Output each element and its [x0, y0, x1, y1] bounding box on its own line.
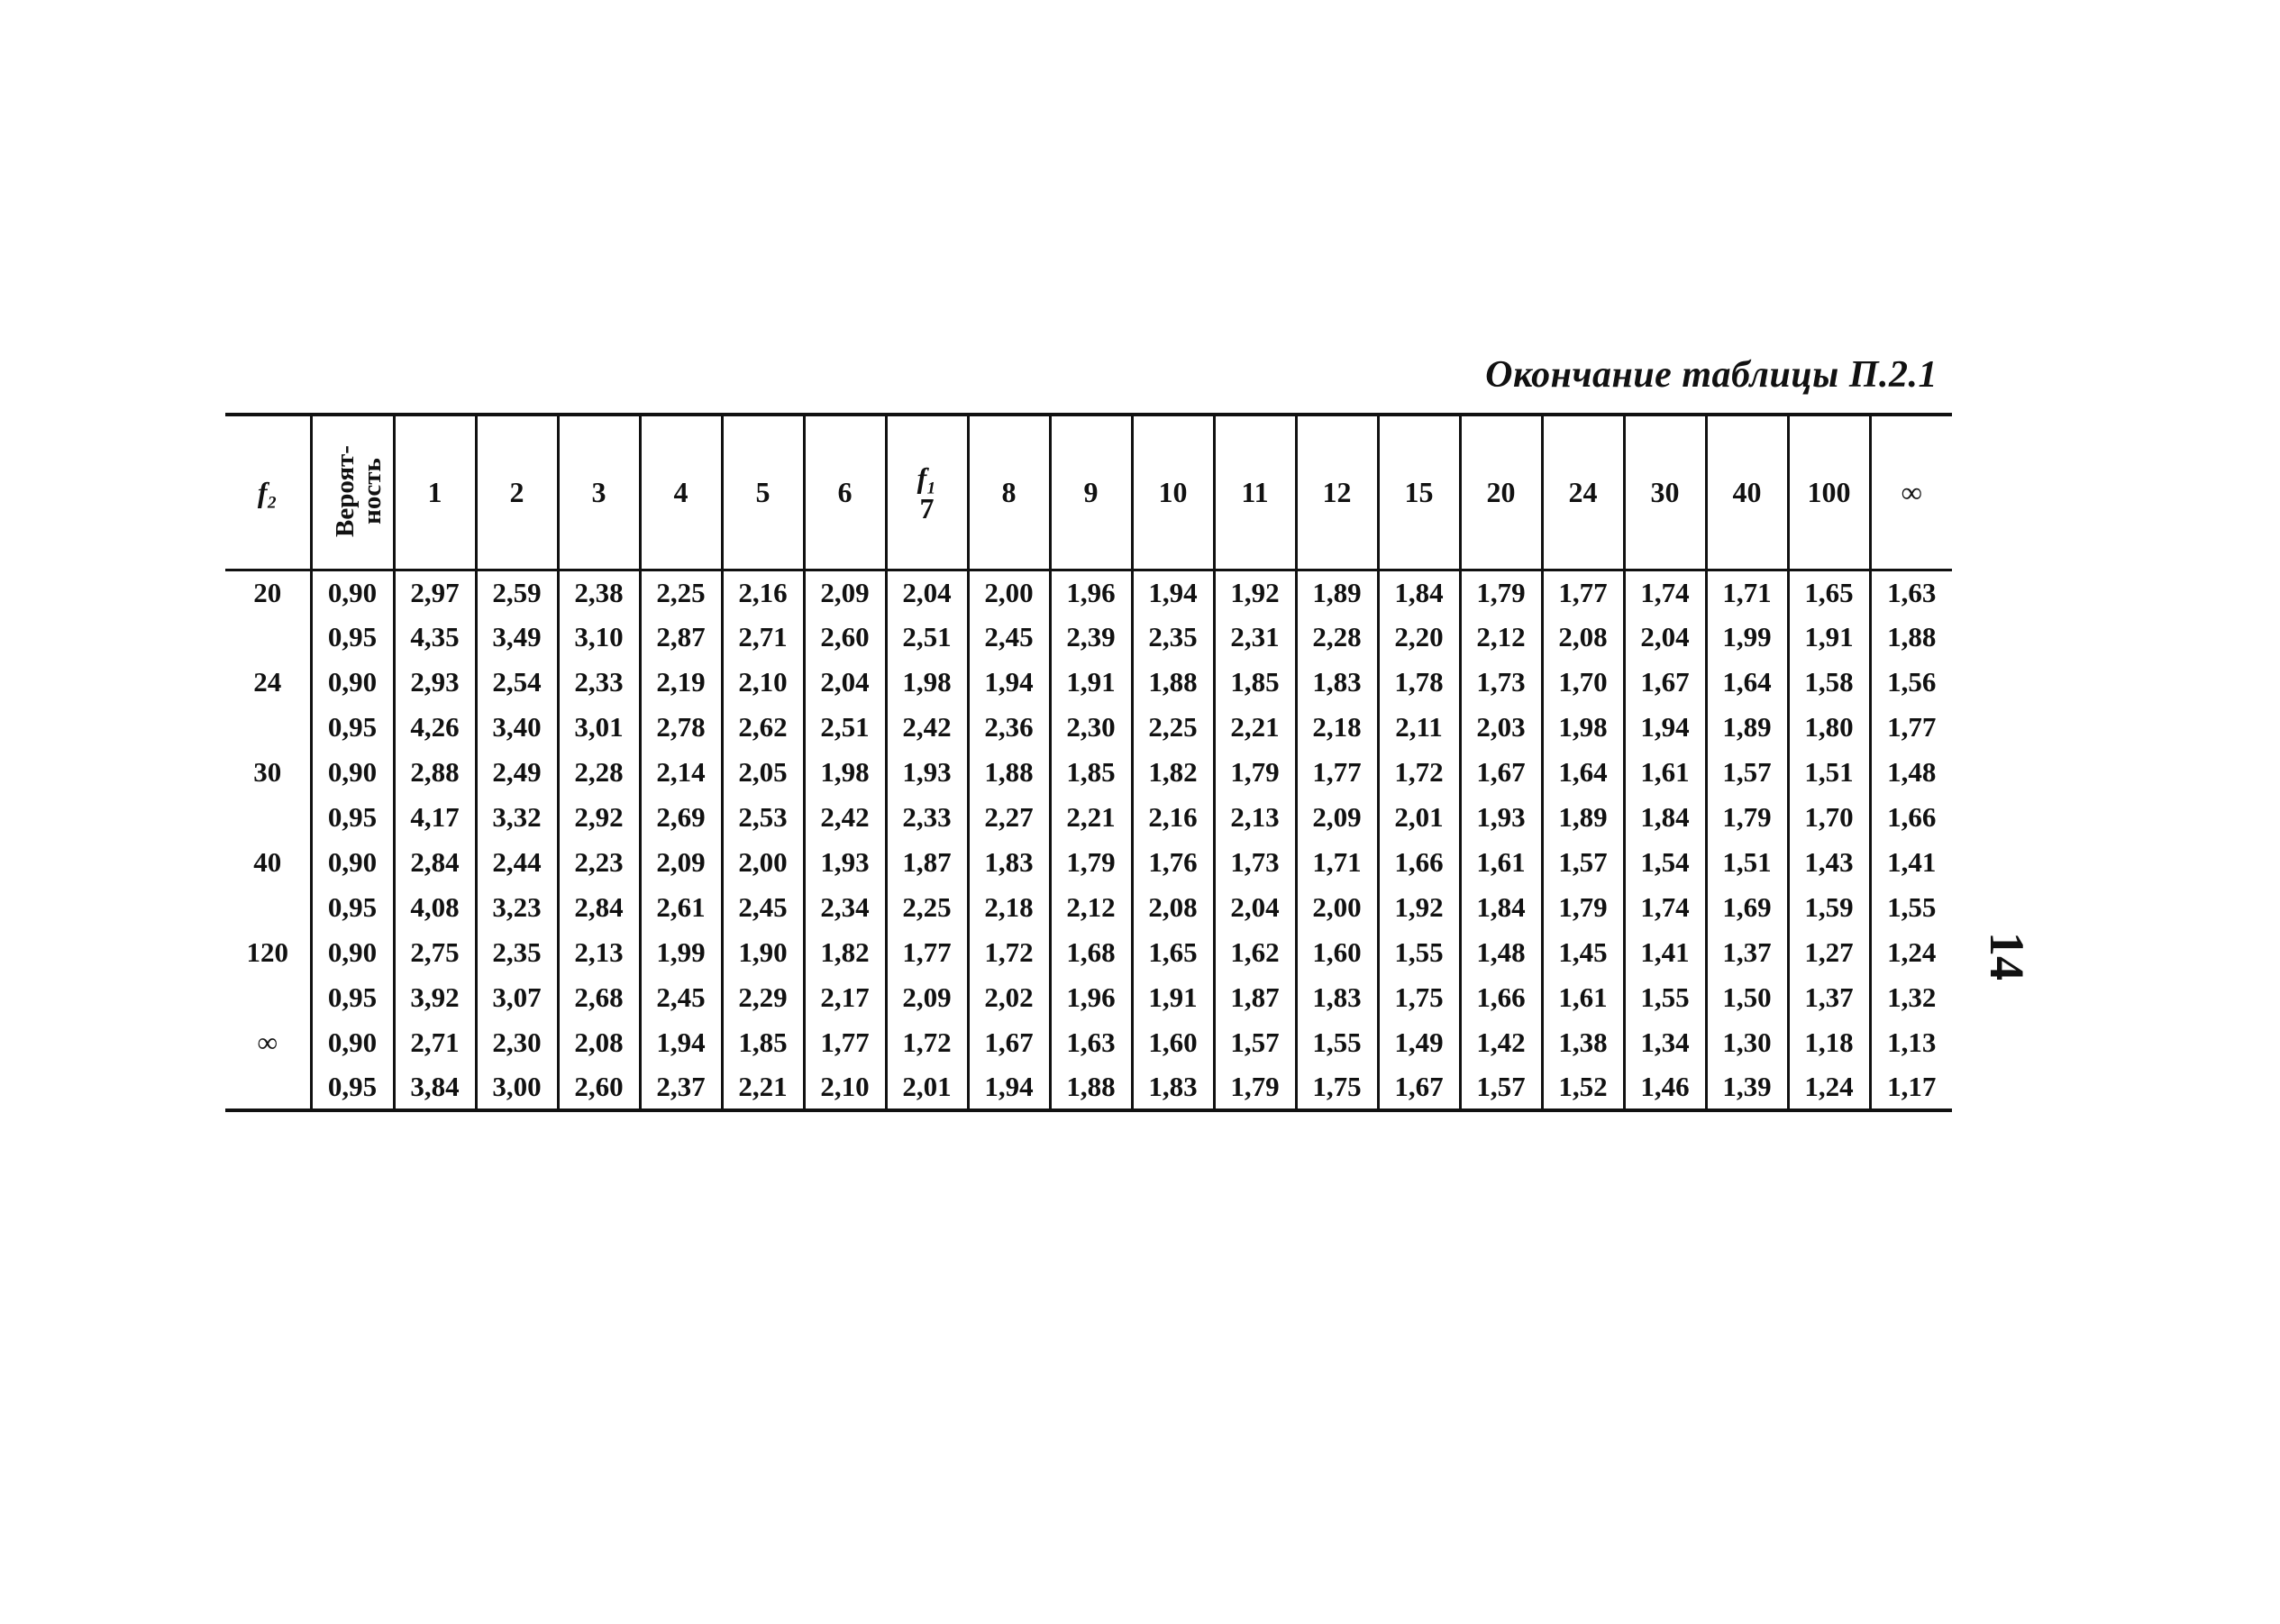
value-cell: 1,51 — [1706, 840, 1788, 885]
probability-cell: 0,95 — [311, 705, 394, 750]
f1-column-header: 12 — [1296, 415, 1378, 570]
value-cell: 1,30 — [1706, 1020, 1788, 1065]
value-cell: 1,24 — [1870, 930, 1952, 975]
f1-column-header: 4 — [640, 415, 722, 570]
value-cell: 1,89 — [1296, 570, 1378, 615]
value-cell: 1,37 — [1788, 975, 1870, 1020]
value-cell: 1,79 — [1460, 570, 1542, 615]
value-cell: 2,20 — [1378, 615, 1460, 660]
value-cell: 1,45 — [1542, 930, 1624, 975]
value-cell: 2,45 — [722, 885, 804, 930]
header-row — [225, 415, 1952, 570]
value-cell: 1,79 — [1214, 1065, 1296, 1110]
f2-cell — [225, 885, 311, 930]
value-cell: 2,36 — [968, 705, 1050, 750]
f1-column-header: 6 — [804, 415, 886, 570]
value-cell: 1,72 — [1378, 750, 1460, 795]
value-cell: 2,23 — [558, 840, 640, 885]
table-row — [225, 975, 1952, 1020]
value-cell: 3,00 — [476, 1065, 558, 1110]
value-cell: 1,75 — [1296, 1065, 1378, 1110]
table-row — [225, 1065, 1952, 1110]
value-cell: 1,55 — [1378, 930, 1460, 975]
value-cell: 2,01 — [886, 1065, 968, 1110]
probability-cell: 0,90 — [311, 1020, 394, 1065]
value-cell: 3,10 — [558, 615, 640, 660]
value-cell: 2,78 — [640, 705, 722, 750]
value-cell: 1,48 — [1460, 930, 1542, 975]
value-cell: 2,60 — [558, 1065, 640, 1110]
value-cell: 2,04 — [1624, 615, 1706, 660]
value-cell: 2,42 — [804, 795, 886, 840]
value-cell: 1,41 — [1870, 840, 1952, 885]
value-cell: 2,60 — [804, 615, 886, 660]
f2-cell — [225, 975, 311, 1020]
probability-header: Вероят- ность — [311, 415, 394, 570]
value-cell: 1,94 — [1132, 570, 1214, 615]
value-cell: 2,25 — [886, 885, 968, 930]
probability-cell: 0,95 — [311, 975, 394, 1020]
value-cell: 1,83 — [1132, 1065, 1214, 1110]
value-cell: 1,60 — [1296, 930, 1378, 975]
value-cell: 1,13 — [1870, 1020, 1952, 1065]
value-cell: 2,87 — [640, 615, 722, 660]
value-cell: 2,51 — [804, 705, 886, 750]
value-cell: 1,91 — [1050, 660, 1132, 705]
value-cell: 1,55 — [1870, 885, 1952, 930]
value-cell: 2,21 — [722, 1065, 804, 1110]
f-distribution-table — [225, 413, 1952, 1112]
table-row — [225, 615, 1952, 660]
value-cell: 2,33 — [558, 660, 640, 705]
value-cell: 1,70 — [1788, 795, 1870, 840]
table-row — [225, 795, 1952, 840]
value-cell: 2,09 — [1296, 795, 1378, 840]
value-cell: 1,64 — [1706, 660, 1788, 705]
value-cell: 2,04 — [1214, 885, 1296, 930]
value-cell: 1,98 — [1542, 705, 1624, 750]
value-cell: 1,94 — [640, 1020, 722, 1065]
value-cell: 2,10 — [804, 1065, 886, 1110]
value-cell: 2,92 — [558, 795, 640, 840]
value-cell: 1,79 — [1050, 840, 1132, 885]
page-number: 14 — [1980, 932, 2034, 981]
value-cell: 4,08 — [394, 885, 476, 930]
f2-cell — [225, 615, 311, 660]
table-row — [225, 930, 1952, 975]
value-cell: 1,88 — [1050, 1065, 1132, 1110]
value-cell: 2,19 — [640, 660, 722, 705]
value-cell: 1,57 — [1460, 1065, 1542, 1110]
value-cell: 1,94 — [968, 1065, 1050, 1110]
f2-cell: 24 — [253, 666, 282, 698]
value-cell: 2,97 — [394, 570, 476, 615]
value-cell: 4,17 — [394, 795, 476, 840]
value-cell: 1,88 — [968, 750, 1050, 795]
value-cell: 1,71 — [1296, 840, 1378, 885]
table-row — [225, 750, 1952, 795]
value-cell: 2,38 — [558, 570, 640, 615]
f1-column-header: 20 — [1460, 415, 1542, 570]
value-cell: 1,60 — [1132, 1020, 1214, 1065]
value-cell: 1,58 — [1788, 660, 1870, 705]
value-cell: 1,79 — [1542, 885, 1624, 930]
value-cell: 1,65 — [1132, 930, 1214, 975]
value-cell: 2,16 — [722, 570, 804, 615]
probability-cell: 0,90 — [311, 930, 394, 975]
value-cell: 1,85 — [1050, 750, 1132, 795]
value-cell: 1,56 — [1870, 660, 1952, 705]
value-cell: 2,30 — [476, 1020, 558, 1065]
value-cell: 2,14 — [640, 750, 722, 795]
f1-column-header: 24 — [1542, 415, 1624, 570]
value-cell: 1,92 — [1214, 570, 1296, 615]
value-cell: 2,18 — [1296, 705, 1378, 750]
value-cell: 1,82 — [1132, 750, 1214, 795]
value-cell: 1,61 — [1624, 750, 1706, 795]
value-cell: 1,92 — [1378, 885, 1460, 930]
value-cell: 2,35 — [476, 930, 558, 975]
value-cell: 1,52 — [1542, 1065, 1624, 1110]
value-cell: 2,49 — [476, 750, 558, 795]
value-cell: 2,71 — [394, 1020, 476, 1065]
value-cell: 1,43 — [1788, 840, 1870, 885]
value-cell: 1,66 — [1870, 795, 1952, 840]
value-cell: 1,61 — [1460, 840, 1542, 885]
value-cell: 1,79 — [1706, 795, 1788, 840]
value-cell: 2,44 — [476, 840, 558, 885]
value-cell: 1,96 — [1050, 975, 1132, 1020]
value-cell: 1,18 — [1788, 1020, 1870, 1065]
table-row — [225, 885, 1952, 930]
value-cell: 1,72 — [968, 930, 1050, 975]
value-cell: 2,09 — [640, 840, 722, 885]
value-cell: 2,02 — [968, 975, 1050, 1020]
f2-cell: 120 — [246, 936, 288, 968]
value-cell: 2,53 — [722, 795, 804, 840]
f2-header: f₂ — [225, 415, 311, 570]
value-cell: 2,08 — [1132, 885, 1214, 930]
f1-column-header: 2 — [476, 415, 558, 570]
probability-cell: 0,95 — [311, 615, 394, 660]
f1-column-header: 1 — [394, 415, 476, 570]
value-cell: 1,89 — [1706, 705, 1788, 750]
table-row — [225, 705, 1952, 750]
value-cell: 1,55 — [1296, 1020, 1378, 1065]
value-cell: 2,21 — [1050, 795, 1132, 840]
value-cell: 2,37 — [640, 1065, 722, 1110]
value-cell: 2,68 — [558, 975, 640, 1020]
value-cell: 1,77 — [1296, 750, 1378, 795]
value-cell: 2,00 — [1296, 885, 1378, 930]
value-cell: 1,32 — [1870, 975, 1952, 1020]
value-cell: 2,12 — [1050, 885, 1132, 930]
value-cell: 1,94 — [1624, 705, 1706, 750]
value-cell: 2,54 — [476, 660, 558, 705]
table-row — [225, 1020, 1952, 1065]
probability-cell: 0,90 — [311, 840, 394, 885]
value-cell: 1,72 — [886, 1020, 968, 1065]
value-cell: 1,67 — [1460, 750, 1542, 795]
value-cell: 2,13 — [1214, 795, 1296, 840]
table-caption: Окончание таблицы П.2.1 — [1485, 354, 1938, 396]
value-cell: 1,77 — [886, 930, 968, 975]
value-cell: 2,18 — [968, 885, 1050, 930]
value-cell: 1,98 — [804, 750, 886, 795]
value-cell: 1,67 — [1378, 1065, 1460, 1110]
value-cell: 1,68 — [1050, 930, 1132, 975]
value-cell: 1,67 — [968, 1020, 1050, 1065]
value-cell: 1,61 — [1542, 975, 1624, 1020]
value-cell: 1,91 — [1788, 615, 1870, 660]
value-cell: 1,70 — [1542, 660, 1624, 705]
value-cell: 1,93 — [804, 840, 886, 885]
value-cell: 1,74 — [1624, 885, 1706, 930]
value-cell: 3,32 — [476, 795, 558, 840]
value-cell: 1,83 — [1296, 660, 1378, 705]
value-cell: 2,75 — [394, 930, 476, 975]
value-cell: 1,93 — [886, 750, 968, 795]
f1-column-header: ∞ — [1870, 415, 1952, 570]
table-body — [225, 570, 1952, 1110]
value-cell: 2,61 — [640, 885, 722, 930]
value-cell: 2,39 — [1050, 615, 1132, 660]
value-cell: 1,38 — [1542, 1020, 1624, 1065]
value-cell: 3,49 — [476, 615, 558, 660]
value-cell: 1,87 — [1214, 975, 1296, 1020]
f1-column-header: 3 — [558, 415, 640, 570]
value-cell: 2,42 — [886, 705, 968, 750]
value-cell: 2,17 — [804, 975, 886, 1020]
value-cell: 1,84 — [1378, 570, 1460, 615]
value-cell: 3,84 — [394, 1065, 476, 1110]
value-cell: 2,33 — [886, 795, 968, 840]
value-cell: 2,04 — [804, 660, 886, 705]
value-cell: 2,00 — [968, 570, 1050, 615]
value-cell: 2,30 — [1050, 705, 1132, 750]
value-cell: 1,73 — [1214, 840, 1296, 885]
value-cell: 1,65 — [1788, 570, 1870, 615]
value-cell: 1,88 — [1132, 660, 1214, 705]
value-cell: 2,28 — [558, 750, 640, 795]
value-cell: 1,98 — [886, 660, 968, 705]
value-cell: 1,55 — [1624, 975, 1706, 1020]
value-cell: 1,63 — [1870, 570, 1952, 615]
value-cell: 1,66 — [1460, 975, 1542, 1020]
value-cell: 2,31 — [1214, 615, 1296, 660]
value-cell: 1,77 — [1542, 570, 1624, 615]
probability-cell: 0,90 — [311, 750, 394, 795]
f1-column-header: f₁ 7 — [886, 415, 968, 570]
value-cell: 1,57 — [1214, 1020, 1296, 1065]
value-cell: 2,05 — [722, 750, 804, 795]
value-cell: 1,76 — [1132, 840, 1214, 885]
value-cell: 1,96 — [1050, 570, 1132, 615]
value-cell: 1,77 — [804, 1020, 886, 1065]
value-cell: 2,29 — [722, 975, 804, 1020]
value-cell: 1,75 — [1378, 975, 1460, 1020]
f1-column-header: 8 — [968, 415, 1050, 570]
probability-cell: 0,95 — [311, 795, 394, 840]
value-cell: 2,35 — [1132, 615, 1214, 660]
value-cell: 1,99 — [640, 930, 722, 975]
value-cell: 1,84 — [1624, 795, 1706, 840]
value-cell: 1,41 — [1624, 930, 1706, 975]
f1-column-header: 30 — [1624, 415, 1706, 570]
value-cell: 2,21 — [1214, 705, 1296, 750]
f2-cell: 30 — [253, 756, 282, 788]
f1-column-header: 100 — [1788, 415, 1870, 570]
value-cell: 2,04 — [886, 570, 968, 615]
value-cell: 3,23 — [476, 885, 558, 930]
value-cell: 2,62 — [722, 705, 804, 750]
value-cell: 1,74 — [1624, 570, 1706, 615]
value-cell: 1,39 — [1706, 1065, 1788, 1110]
value-cell: 1,80 — [1788, 705, 1870, 750]
value-cell: 1,83 — [968, 840, 1050, 885]
value-cell: 1,51 — [1788, 750, 1870, 795]
value-cell: 1,89 — [1542, 795, 1624, 840]
probability-cell: 0,90 — [311, 570, 394, 615]
value-cell: 2,12 — [1460, 615, 1542, 660]
value-cell: 4,26 — [394, 705, 476, 750]
value-cell: 2,34 — [804, 885, 886, 930]
value-cell: 2,09 — [886, 975, 968, 1020]
value-cell: 1,57 — [1706, 750, 1788, 795]
value-cell: 1,90 — [722, 930, 804, 975]
value-cell: 2,69 — [640, 795, 722, 840]
value-cell: 2,59 — [476, 570, 558, 615]
value-cell: 1,63 — [1050, 1020, 1132, 1065]
table-row — [225, 570, 1952, 615]
value-cell: 2,93 — [394, 660, 476, 705]
value-cell: 3,40 — [476, 705, 558, 750]
value-cell: 1,79 — [1214, 750, 1296, 795]
value-cell: 1,91 — [1132, 975, 1214, 1020]
value-cell: 1,17 — [1870, 1065, 1952, 1110]
f1-column-header: 5 — [722, 415, 804, 570]
value-cell: 1,48 — [1870, 750, 1952, 795]
value-cell: 3,01 — [558, 705, 640, 750]
value-cell: 3,92 — [394, 975, 476, 1020]
value-cell: 3,07 — [476, 975, 558, 1020]
value-cell: 1,87 — [886, 840, 968, 885]
value-cell: 2,28 — [1296, 615, 1378, 660]
f1-column-header: 11 — [1214, 415, 1296, 570]
value-cell: 2,27 — [968, 795, 1050, 840]
f2-cell — [225, 1065, 311, 1110]
f2-cell — [225, 705, 311, 750]
value-cell: 1,49 — [1378, 1020, 1460, 1065]
value-cell: 1,78 — [1378, 660, 1460, 705]
value-cell: 1,42 — [1460, 1020, 1542, 1065]
f2-cell: 40 — [253, 846, 282, 878]
f1-column-header: 15 — [1378, 415, 1460, 570]
value-cell: 2,01 — [1378, 795, 1460, 840]
value-cell: 2,03 — [1460, 705, 1542, 750]
value-cell: 1,62 — [1214, 930, 1296, 975]
value-cell: 1,67 — [1624, 660, 1706, 705]
value-cell: 2,51 — [886, 615, 968, 660]
probability-cell: 0,95 — [311, 885, 394, 930]
value-cell: 1,82 — [804, 930, 886, 975]
f2-cell — [225, 795, 311, 840]
value-cell: 2,08 — [558, 1020, 640, 1065]
value-cell: 4,35 — [394, 615, 476, 660]
f2-cell: 20 — [253, 576, 282, 608]
value-cell: 2,25 — [1132, 705, 1214, 750]
value-cell: 2,08 — [1542, 615, 1624, 660]
value-cell: 2,10 — [722, 660, 804, 705]
value-cell: 1,69 — [1706, 885, 1788, 930]
value-cell: 2,45 — [640, 975, 722, 1020]
value-cell: 1,34 — [1624, 1020, 1706, 1065]
value-cell: 1,94 — [968, 660, 1050, 705]
value-cell: 1,37 — [1706, 930, 1788, 975]
f1-column-header: 9 — [1050, 415, 1132, 570]
probability-cell: 0,90 — [311, 660, 394, 705]
value-cell: 1,85 — [1214, 660, 1296, 705]
value-cell: 1,85 — [722, 1020, 804, 1065]
value-cell: 1,77 — [1870, 705, 1952, 750]
value-cell: 2,84 — [558, 885, 640, 930]
value-cell: 1,84 — [1460, 885, 1542, 930]
value-cell: 2,71 — [722, 615, 804, 660]
value-cell: 1,99 — [1706, 615, 1788, 660]
table-row — [225, 840, 1952, 885]
value-cell: 2,84 — [394, 840, 476, 885]
value-cell: 2,25 — [640, 570, 722, 615]
value-cell: 1,57 — [1542, 840, 1624, 885]
f1-column-header: 40 — [1706, 415, 1788, 570]
value-cell: 2,00 — [722, 840, 804, 885]
value-cell: 1,54 — [1624, 840, 1706, 885]
value-cell: 1,83 — [1296, 975, 1378, 1020]
value-cell: 1,27 — [1788, 930, 1870, 975]
value-cell: 1,59 — [1788, 885, 1870, 930]
value-cell: 1,24 — [1788, 1065, 1870, 1110]
value-cell: 1,88 — [1870, 615, 1952, 660]
probability-cell: 0,95 — [311, 1065, 394, 1110]
value-cell: 2,88 — [394, 750, 476, 795]
value-cell: 1,46 — [1624, 1065, 1706, 1110]
f2-cell: ∞ — [257, 1026, 278, 1058]
value-cell: 1,93 — [1460, 795, 1542, 840]
value-cell: 1,64 — [1542, 750, 1624, 795]
value-cell: 1,73 — [1460, 660, 1542, 705]
value-cell: 2,09 — [804, 570, 886, 615]
value-cell: 2,16 — [1132, 795, 1214, 840]
value-cell: 2,13 — [558, 930, 640, 975]
value-cell: 1,66 — [1378, 840, 1460, 885]
value-cell: 1,50 — [1706, 975, 1788, 1020]
value-cell: 2,11 — [1378, 705, 1460, 750]
value-cell: 2,45 — [968, 615, 1050, 660]
f1-column-header: 10 — [1132, 415, 1214, 570]
value-cell: 1,71 — [1706, 570, 1788, 615]
table-row — [225, 660, 1952, 705]
